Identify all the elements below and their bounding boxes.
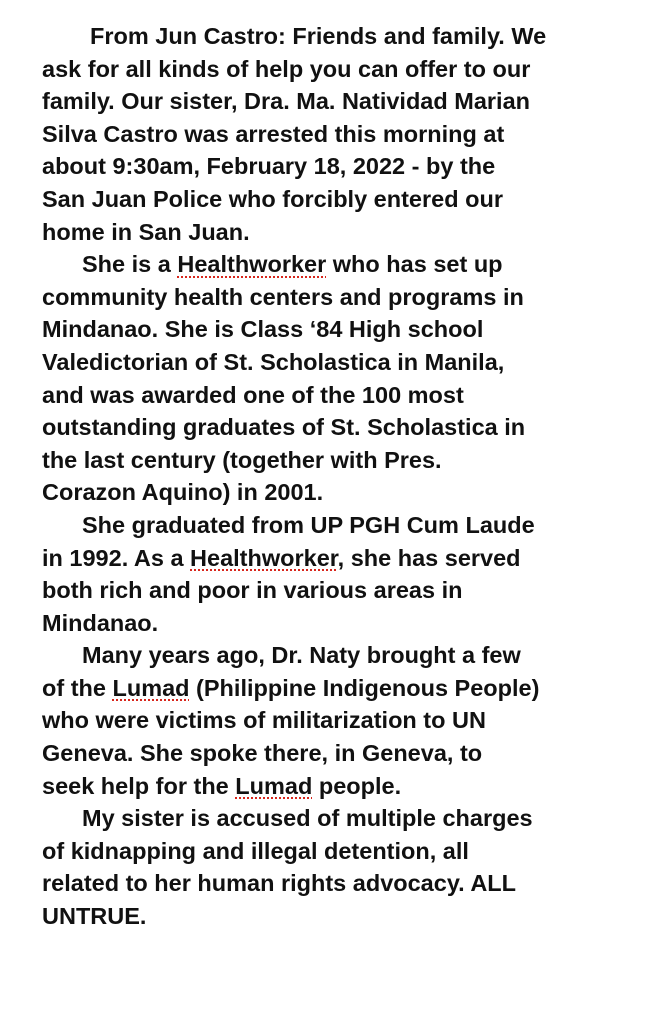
text-line: outstanding graduates of St. Scholastica in: [42, 414, 526, 441]
paragraph-arrest: [42, 20, 642, 248]
text-segment: (Philippine Indigenous People): [189, 674, 540, 701]
paragraph-geneva: [42, 639, 642, 802]
spellcheck-flagged-word[interactable]: Lumad: [235, 772, 313, 799]
text-line: My sister is accused of multiple charges: [82, 805, 533, 832]
text-line: home in San Juan.: [42, 218, 250, 245]
text-line: about 9:30am, February 18, 2022 - by the: [42, 153, 496, 180]
text-line: Geneva. She spoke there, in Geneva, to: [42, 740, 483, 767]
text-line: [42, 248, 642, 281]
text-segment: who has set up: [326, 251, 503, 278]
text-line: and was awarded one of the 100 most: [42, 381, 464, 408]
text-line: Many years ago, Dr. Naty brought a few: [82, 642, 521, 669]
text-line: [42, 672, 642, 705]
text-line: [42, 542, 642, 575]
text-line: both rich and poor in various areas in: [42, 577, 463, 604]
text-segment: , she has served: [337, 544, 521, 571]
text-line: the last century (together with Pres.: [42, 446, 442, 473]
text-line: family. Our sister, Dra. Ma. Natividad Marian: [42, 88, 531, 115]
text-line: Mindanao.: [42, 609, 159, 636]
text-line: She graduated from UP PGH Cum Laude: [82, 511, 535, 538]
text-segment: seek help for the: [42, 772, 236, 799]
spellcheck-flagged-word[interactable]: Healthworker: [177, 251, 327, 278]
spellcheck-flagged-word[interactable]: Healthworker: [190, 544, 338, 571]
paragraph-background: [42, 248, 642, 509]
text-line: of kidnapping and illegal detention, all: [42, 837, 469, 864]
text-line: who were victims of militarization to UN: [42, 707, 486, 734]
text-segment: people.: [312, 772, 402, 799]
text-line: From Jun Castro: Friends and family. We: [90, 23, 547, 49]
paragraph-education: [42, 509, 642, 639]
text-segment: of the: [42, 674, 113, 701]
text-line: UNTRUE.: [42, 903, 147, 930]
text-line: related to her human rights advocacy. ALL: [42, 870, 517, 897]
paragraph-charges: [42, 802, 642, 932]
text-line: Corazon Aquino) in 2001.: [42, 479, 324, 506]
text-line: [42, 770, 642, 803]
text-line: Mindanao. She is Class ‘84 High school: [42, 316, 484, 343]
text-line: ask for all kinds of help you can offer to our: [42, 55, 531, 82]
text-line: Silva Castro was arrested this morning at: [42, 120, 505, 147]
text-line: San Juan Police who forcibly entered our: [42, 185, 503, 212]
spellcheck-flagged-word[interactable]: Lumad: [112, 674, 190, 701]
text-segment: in 1992. As a: [42, 544, 191, 571]
text-line: Valedictorian of St. Scholastica in Manila,: [42, 348, 505, 375]
text-segment: She is a: [82, 251, 178, 278]
note-body: [42, 20, 642, 933]
text-line: community health centers and programs in: [42, 283, 524, 310]
